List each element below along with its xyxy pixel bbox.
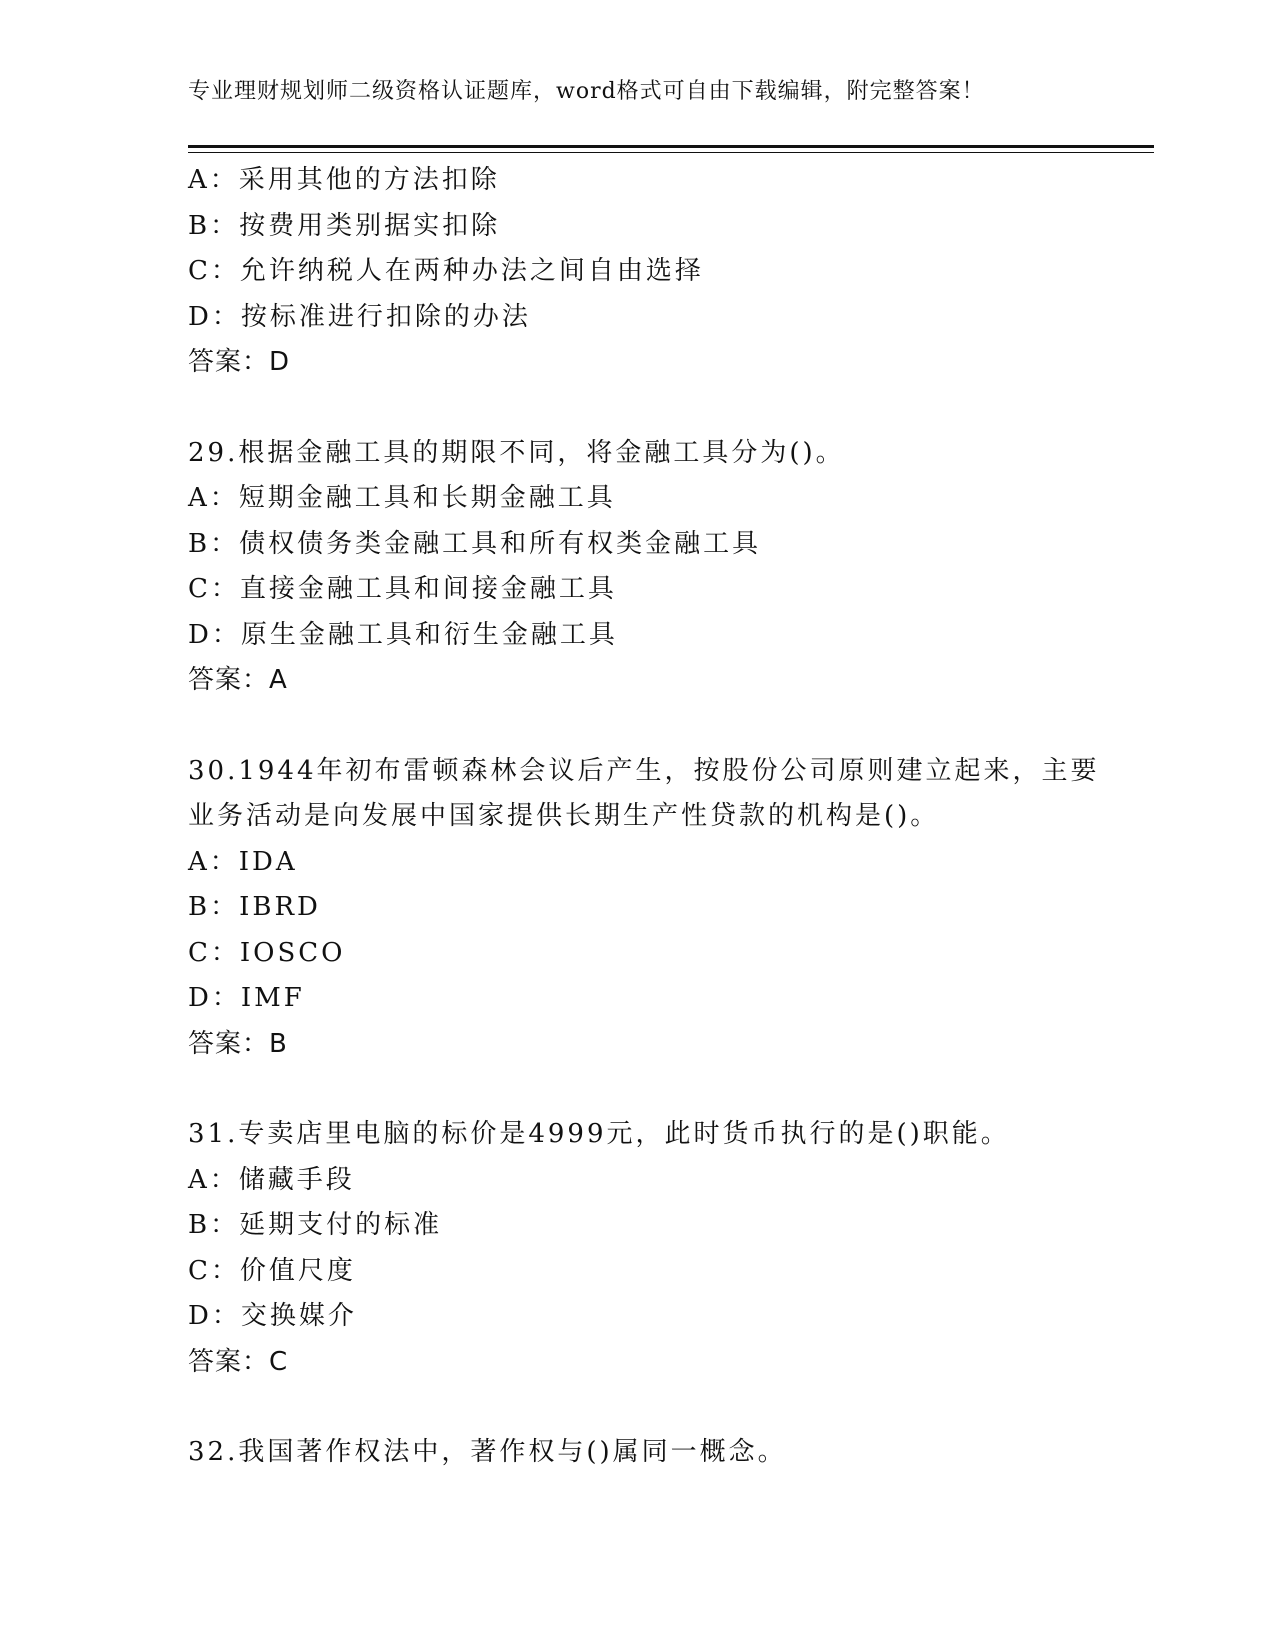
question-31 xyxy=(188,1112,1088,1385)
option-d: D：按标准进行扣除的办法 xyxy=(188,301,531,332)
option-a: A：短期金融工具和长期金融工具 xyxy=(188,483,616,513)
option-b: B：按费用类别据实扣除 xyxy=(188,210,501,241)
option-b: B：债权债务类金融工具和所有权类金融工具 xyxy=(188,528,762,559)
option-b: B：延期支付的标准 xyxy=(188,1210,443,1240)
option-a: A：储藏手段 xyxy=(188,1164,355,1195)
answer-prefix: 答案： xyxy=(188,347,270,377)
answer-value: D xyxy=(269,347,291,377)
question-stem: 32.我国著作权法中，著作权与()属同一概念。 xyxy=(188,1437,787,1467)
header-rule-thick xyxy=(188,145,1154,148)
answer-value: C xyxy=(269,1346,289,1377)
question-stem: 31.专卖店里电脑的标价是4999元，此时货币执行的是()职能。 xyxy=(188,1119,1010,1149)
option-a: A：IDA xyxy=(188,846,298,877)
option-c: C：IOSCO xyxy=(188,937,346,968)
answer-prefix: 答案： xyxy=(188,665,270,695)
header-rule-thin xyxy=(188,152,1154,153)
question-32 xyxy=(188,1430,1088,1476)
option-d: D：IMF xyxy=(188,983,305,1013)
question-28-continued xyxy=(188,158,1088,386)
answer-line xyxy=(188,1022,1088,1068)
question-stem: 29.根据金融工具的期限不同，将金融工具分为()。 xyxy=(188,437,845,468)
answer-prefix: 答案： xyxy=(188,1346,270,1377)
answer-line xyxy=(188,1340,1088,1386)
option-c: C：直接金融工具和间接金融工具 xyxy=(188,574,617,604)
question-29 xyxy=(188,431,1088,704)
option-a: A：采用其他的方法扣除 xyxy=(188,165,500,195)
option-b: B：IBRD xyxy=(188,892,321,922)
answer-prefix: 答案： xyxy=(188,1028,270,1059)
page-header: 专业理财规划师二级资格认证题库，word格式可自由下载编辑，附完整答案！ xyxy=(188,79,985,104)
question-30 xyxy=(188,749,1100,1068)
question-stem-line-2: 业务活动是向发展中国家提供长期生产性贷款的机构是()。 xyxy=(188,801,940,831)
answer-value: A xyxy=(269,665,288,695)
document-body xyxy=(188,158,1100,1476)
option-d: D：原生金融工具和衍生金融工具 xyxy=(188,619,618,650)
answer-line xyxy=(188,340,1088,386)
option-c: C：价值尺度 xyxy=(188,1255,356,1286)
answer-line xyxy=(188,658,1088,704)
option-c: C：允许纳税人在两种办法之间自由选择 xyxy=(188,256,704,286)
answer-value: B xyxy=(269,1028,288,1059)
option-d: D：交换媒介 xyxy=(188,1301,357,1331)
question-stem-line-1: 30.1944年初布雷顿森林会议后产生，按股份公司原则建立起来，主要 xyxy=(188,755,1100,786)
